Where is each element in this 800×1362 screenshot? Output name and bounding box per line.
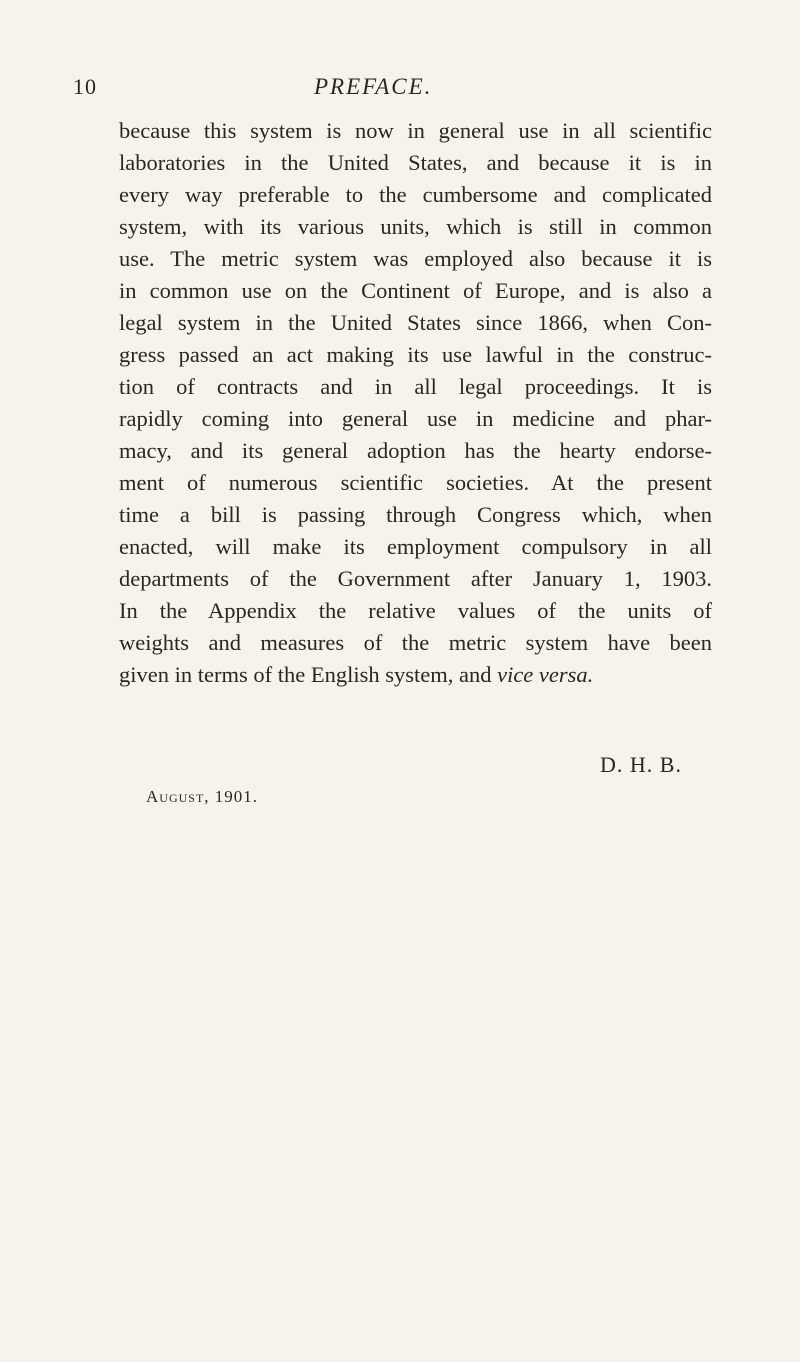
dateline: August, 1901. bbox=[146, 787, 259, 806]
text-line: macy, and its general adoption has the hearty endorse- bbox=[119, 438, 712, 463]
text-line: because this system is now in general use in all scientific bbox=[119, 118, 712, 143]
text-line: laboratories in the United States, and because it is in bbox=[119, 150, 712, 175]
text-line: tion of contracts and in all legal proceedings. It is bbox=[119, 374, 712, 399]
text-line: system, with its various units, which is still in common bbox=[119, 214, 712, 239]
text-line: use. The metric system was employed also because it is bbox=[119, 246, 712, 271]
text-line: departments of the Government after January 1, 1903. bbox=[119, 566, 712, 591]
preface-paragraph bbox=[119, 115, 712, 691]
text-line: gress passed an act making its use lawful in the construc- bbox=[119, 342, 712, 367]
text-line: in common use on the Continent of Europe, and is also a bbox=[119, 278, 712, 303]
text-line: In the Appendix the relative values of the units of bbox=[119, 598, 712, 623]
text-line: time a bill is passing through Congress which, when bbox=[119, 502, 712, 527]
text-line: enacted, will make its employment compulsory in all bbox=[119, 534, 712, 559]
text-line: every way preferable to the cumbersome and complicated bbox=[119, 182, 712, 207]
running-head: PREFACE. bbox=[314, 74, 433, 99]
final-line-text: given in terms of the English system, and bbox=[119, 662, 498, 687]
text-line-final bbox=[119, 659, 712, 691]
text-line: rapidly coming into general use in medicine and phar- bbox=[119, 406, 712, 431]
italic-phrase: vice versa. bbox=[497, 662, 594, 687]
text-line: ment of numerous scientific societies. At the present bbox=[119, 470, 712, 495]
text-line: legal system in the United States since 1866, when Con- bbox=[119, 310, 712, 335]
text-line: weights and measures of the metric system have been bbox=[119, 630, 712, 655]
page-header bbox=[0, 74, 800, 110]
page-number: 10 bbox=[73, 74, 97, 99]
author-initials: D. H. B. bbox=[600, 752, 682, 777]
